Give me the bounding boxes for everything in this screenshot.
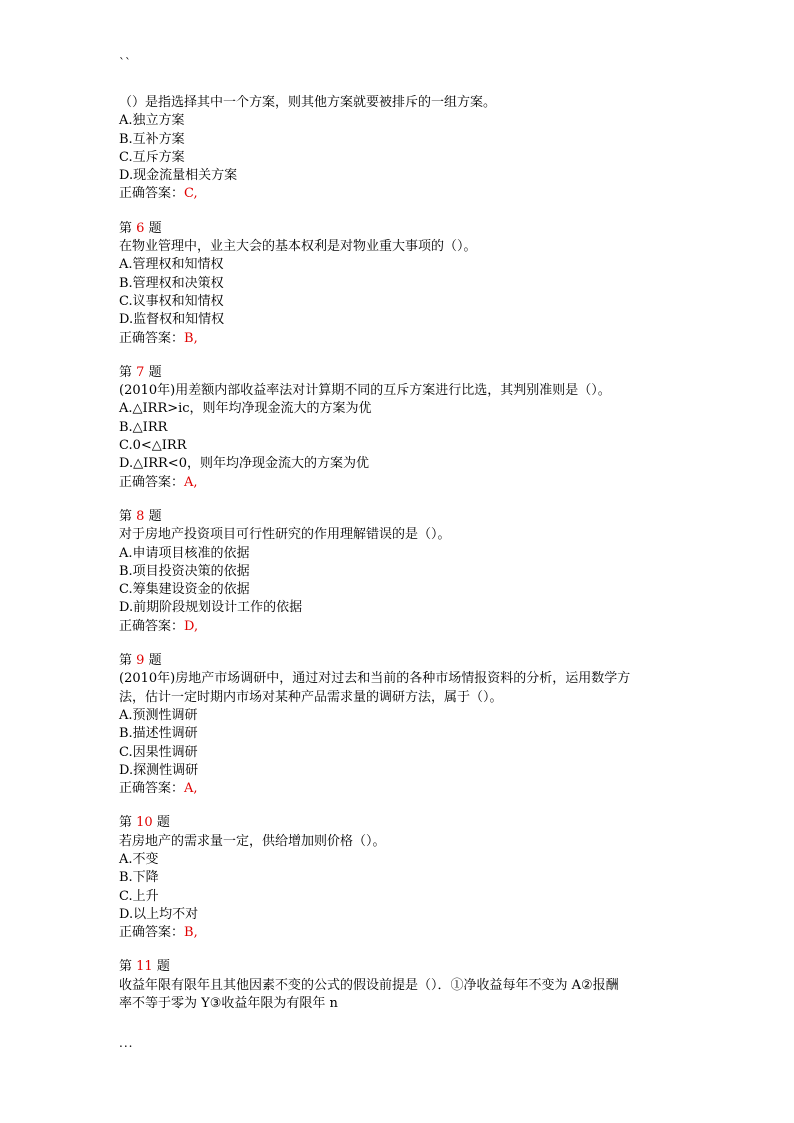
answer-label: 正确答案： [119,474,185,490]
question-heading [119,958,689,976]
question-number: 11 [136,959,153,975]
question-8 [119,508,689,636]
option-c: C.0<△IRR [119,438,187,454]
question-suffix: 题 [148,220,162,236]
answer-value: D, [184,618,199,634]
question-suffix: 题 [156,815,170,831]
answer-line [119,474,689,492]
answer-label: 正确答案： [119,781,185,797]
option-a: A.申请项目核准的依据 [119,545,250,561]
option-d: D.以上均不对 [119,906,199,922]
answer-label: 正确答案： [119,186,185,202]
question-text-line-2: 率不等于零为 Y③收益年限为有限年 n [119,996,338,1012]
option-c: C.筹集建设资金的依据 [119,582,250,598]
question-heading [119,220,689,238]
question-suffix: 题 [156,959,170,975]
answer-line [119,330,689,348]
question-heading [119,814,689,832]
question-9 [119,652,689,798]
header-mark: `` [119,56,131,70]
option-d: D.探测性调研 [119,762,199,778]
option-b: B.描述性调研 [119,726,198,742]
question-text-line-2: 法，估计一定时期内市场对某种产品需求量的调研方法，属于（）。 [119,689,503,705]
answer-value: A, [184,474,198,490]
question-heading [119,508,689,526]
question-number: 8 [136,508,145,524]
option-b: B.互补方案 [119,131,185,147]
option-c: C.上升 [119,888,159,904]
option-a: A.预测性调研 [119,707,198,723]
question-number: 6 [136,220,145,236]
option-b: B.下降 [119,870,159,886]
option-a: A.不变 [119,851,159,867]
question-suffix: 题 [148,364,162,380]
question-suffix: 题 [148,653,162,669]
option-c: C.议事权和知情权 [119,293,224,309]
option-d: D.前期阶段规划设计工作的依据 [119,600,303,616]
answer-value: A, [184,781,198,797]
question-text-line-1: 收益年限有限年且其他因素不变的公式的假设前提是（）．①净收益每年不变为 A②报酬 [119,977,619,993]
question-text: (2010年)用差额内部收益率法对计算期不同的互斥方案进行比选，其判别准则是（）。 [119,383,611,399]
option-b: B.项目投资决策的依据 [119,563,250,579]
question-heading [119,652,689,670]
answer-line [119,618,689,636]
question-6 [119,220,689,348]
answer-value: B, [184,330,198,346]
question-text-line-1: (2010年)房地产市场调研中，通过对过去和当前的各种市场情报资料的分析，运用数学方 [119,671,631,687]
question-number: 7 [136,364,145,380]
question-text: （）是指选择其中一个方案，则其他方案就要被排斥的一组方案。 [119,95,497,110]
question-suffix: 题 [148,508,162,524]
question-text: 若房地产的需求量一定，供给增加则价格（）。 [119,833,386,849]
question-number: 10 [136,815,153,831]
question-list [119,94,689,1029]
question-prefix: 第 [119,508,133,524]
question-text: 在物业管理中，业主大会的基本权利是对物业重大事项的（）。 [119,239,477,255]
answer-label: 正确答案： [119,330,185,346]
option-a: A.△IRR>ic，则年均净现金流大的方案为优 [119,401,372,417]
option-d: D.△IRR<0，则年均净现金流大的方案为优 [119,456,369,472]
question-text: 对于房地产投资项目可行性研究的作用理解错误的是（）。 [119,527,451,543]
answer-label: 正确答案： [119,618,185,634]
question-prefix: 第 [119,364,133,380]
option-c: C.因果性调研 [119,744,198,760]
question-prefix: 第 [119,653,133,669]
option-a: A.管理权和知情权 [119,257,224,273]
answer-value: B, [184,925,198,941]
option-b: B.管理权和决策权 [119,275,224,291]
question-prefix: 第 [119,220,133,236]
option-a: A.独立方案 [119,113,185,129]
answer-line [119,924,689,942]
footer-mark: ... [119,1036,134,1050]
question-prefix: 第 [119,959,133,975]
option-b: B.△IRR [119,419,168,435]
answer-value: C, [184,186,198,202]
option-c: C.互斥方案 [119,149,185,165]
question-prefix: 第 [119,815,133,831]
option-d: D.监督权和知情权 [119,312,225,328]
question-7 [119,364,689,492]
question-11 [119,958,689,1013]
option-d: D.现金流量相关方案 [119,168,238,184]
question-5 [119,94,689,204]
answer-line [119,780,689,798]
question-heading [119,364,689,382]
answer-label: 正确答案： [119,925,185,941]
answer-line [119,185,689,203]
question-number: 9 [136,653,145,669]
question-10 [119,814,689,942]
